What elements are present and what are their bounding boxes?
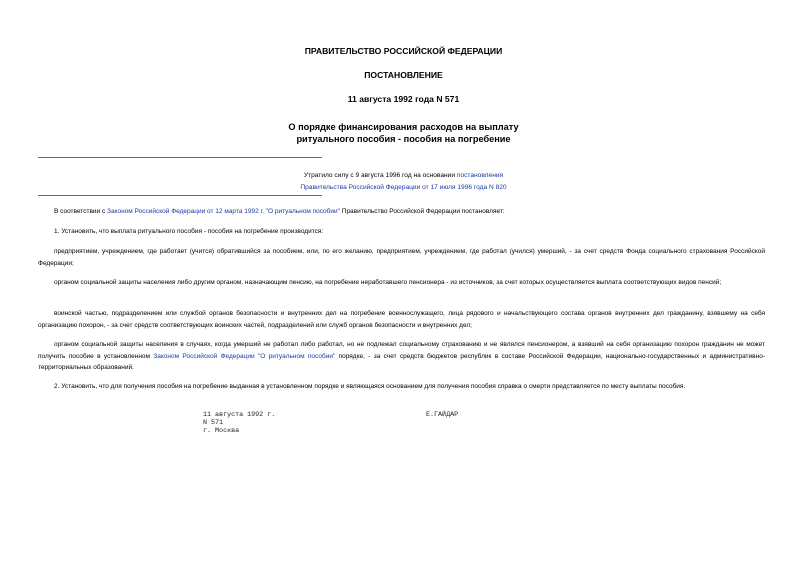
- divider-top: [38, 157, 322, 158]
- signatory: Е.ГАЙДАР: [426, 411, 459, 419]
- signature-date: 11 августа 1992 г.: [203, 411, 276, 419]
- intro-paragraph: [38, 206, 765, 218]
- intro-suffix: Правительство Российской Федерации постановляет:: [339, 208, 505, 215]
- signature-city: г. Москва: [203, 427, 240, 435]
- repeal-link-part2[interactable]: Правительства Российской Федерации от 17 июля 1996 года N 820: [300, 183, 507, 191]
- title-line-1: О порядке финансирования расходов на выплату: [288, 122, 519, 132]
- law-link-2[interactable]: Законом Российской Федерации "О ритуальном пособии": [153, 352, 336, 360]
- status-prefix: Утратило силу с 9 августа 1996 год на основании: [303, 172, 457, 179]
- divider-bottom: [38, 195, 322, 196]
- org-name: ПРАВИТЕЛЬСТВО РОССИЙСКОЙ ФЕДЕРАЦИИ: [304, 46, 503, 56]
- document-type: ПОСТАНОВЛЕНИЕ: [364, 70, 443, 80]
- signature-number: N 571: [203, 419, 224, 427]
- paragraph-1: 1. Установить, что выплата ритуального пособия - пособия на погребение производится:: [54, 228, 324, 235]
- intro-prefix: В соответствии с: [54, 208, 108, 215]
- document-date-number: 11 августа 1992 года N 571: [347, 94, 460, 104]
- paragraph-3: органом социальной защиты населения либо другим органом, назначающим пенсию, на погребение неработавшего пенсионера - из источников, за счет которых осуществляется выплата соответствующих видов пенсий;: [54, 279, 722, 286]
- paragraph-5: [38, 339, 765, 374]
- paragraph-4: воинской частью, подразделением или службой органов безопасности и внутренних дел на погребение военнослужащего, лица рядового и начальствующего состава органов внутренних дел гражданину, взявшему на себя организацию похорон, - за счет средств соответствующих воинских частей, подразделений или служб органов безопасности и внутренних дел;: [38, 310, 765, 329]
- status-note: [0, 170, 807, 193]
- repeal-link-part1[interactable]: постановления: [456, 172, 504, 179]
- law-link[interactable]: Законом Российской Федерации от 12 марта 1992 г. "О ритуальном пособии": [107, 208, 340, 215]
- p5-suffix: порядке, - за счет средств бюджетов республик в составе Российской Федерации, национально-государственных и административно-территориальных образований.: [38, 352, 765, 372]
- p5-prefix: органом социальной защиты населения в случаях, когда умерший не работал либо работал, но не подлежал социальному страхованию и не являлся пенсионером, а взявший на себя организацию похорон гражданин не может получить пособие в установленном: [38, 341, 765, 360]
- paragraph-6: 2. Установить, что для получения пособия на погребение выданная в установленном порядке и являющаяся основанием для получения пособия справка о смерти представляется по месту выплаты пособия.: [54, 383, 686, 390]
- paragraph-2: предприятием, учреждением, где работает (учится) обратившийся за пособием, или, по его желанию, предприятием, учреждением, где работал (учился) умерший, - за счет средств Фонда социального страхования Российской Федерации;: [38, 248, 765, 267]
- document-title: [0, 122, 807, 145]
- title-line-2: ритуального пособия - пособия на погребение: [296, 133, 511, 144]
